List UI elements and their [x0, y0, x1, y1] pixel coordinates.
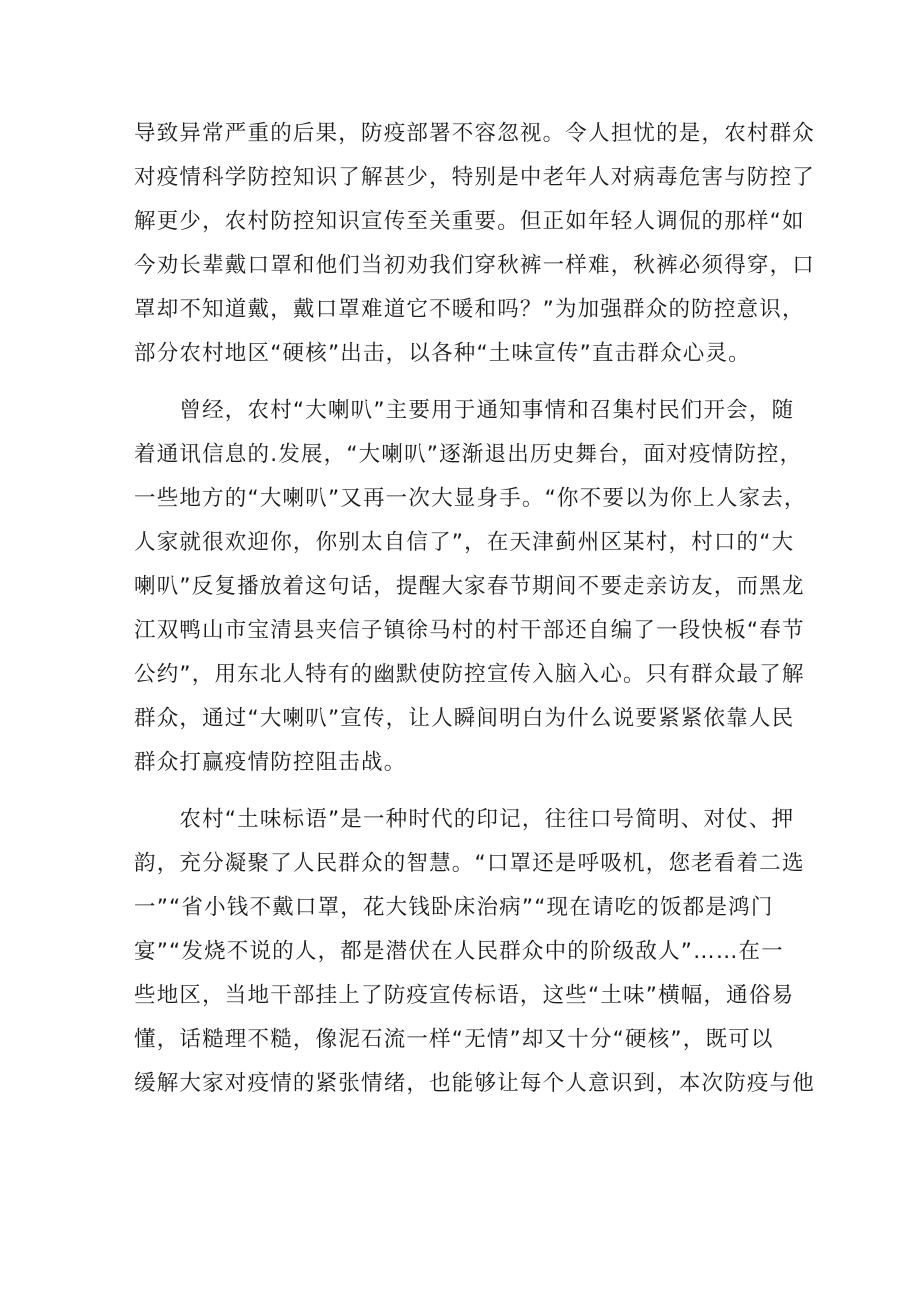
text-line: 一”“省小钱不戴口罩，花大钱卧床治病”“现在请吃的饭都是鸿门	[134, 895, 774, 920]
text-line: 江双鸭山市宝清县夹信子镇徐马村的村干部还自编了一段快板“春节	[134, 618, 805, 643]
paragraph-2	[134, 389, 807, 785]
text-line: 罩却不知道戴，戴口罩难道它不暖和吗？”为加强群众的防控意识，	[134, 297, 805, 322]
text-line: 对疫情科学防控知识了解甚少，特别是中老年人对病毒危害与防控了	[134, 165, 816, 190]
paragraph-3	[134, 798, 816, 1106]
text-line: 农村“土味标语”是一种时代的印记，往往口号简明、对仗、押	[134, 807, 795, 832]
text-line: 着通讯信息的.发展，“大喇叭”逐渐退出历史舞台，面对疫情防控，	[134, 442, 803, 467]
text-line: 一些地方的“大喇叭”又再一次大显身手。“你不要以为你上人家去，	[134, 486, 807, 511]
text-line: 公约”，用东北人特有的幽默使防控宣传入脑入心。只有群众最了解	[134, 662, 805, 687]
text-line: 群众打赢疫情防控阻击战。	[134, 750, 407, 775]
paragraph-spacer	[134, 785, 794, 798]
text-line: 群众，通过“大喇叭”宣传，让人瞬间明白为什么说要紧紧依靠人民	[134, 706, 795, 731]
text-line: 宴”“发烧不说的人，都是潜伏在人民群众中的阶级敌人”……在一	[134, 939, 784, 964]
text-line: 导致异常严重的后果，防疫部署不容忽视。令人担忧的是，农村群众	[134, 121, 816, 146]
text-line: 懂，话糙理不糙，像泥石流一样“无情”却又十分“硬核”，既可以	[134, 1027, 774, 1052]
text-line: 些地区，当地干部挂上了防疫宣传标语，这些“土味”横幅，通俗易	[134, 983, 795, 1008]
text-line: 部分农村地区“硬核”出击，以各种“土味宣传”直击群众心灵。	[134, 341, 751, 366]
paragraph-spacer	[134, 376, 794, 389]
text-line: 喇叭”反复播放着这句话，提醒大家春节期间不要走亲访友，而黑龙	[134, 574, 805, 599]
text-line: 韵，充分凝聚了人民群众的智慧。“口罩还是呼吸机，您老看着二选	[134, 851, 805, 876]
text-line: 曾经，农村“大喇叭”主要用于通知事情和召集村民们开会，随	[134, 398, 795, 423]
text-line: 解更少，农村防控知识宣传至关重要。但正如年轻人调侃的那样“如	[134, 209, 805, 234]
document-body	[134, 112, 816, 1106]
text-line: 人家就很欢迎你，你别太自信了”，在天津蓟州区某村，村口的“大	[134, 530, 795, 555]
text-line: 今劝长辈戴口罩和他们当初劝我们穿秋裤一样难，秋裤必须得穿，口	[134, 253, 816, 278]
text-line: 缓解大家对疫情的紧张情绪，也能够让每个人意识到，本次防疫与他	[134, 1071, 816, 1096]
paragraph-1	[134, 112, 816, 376]
